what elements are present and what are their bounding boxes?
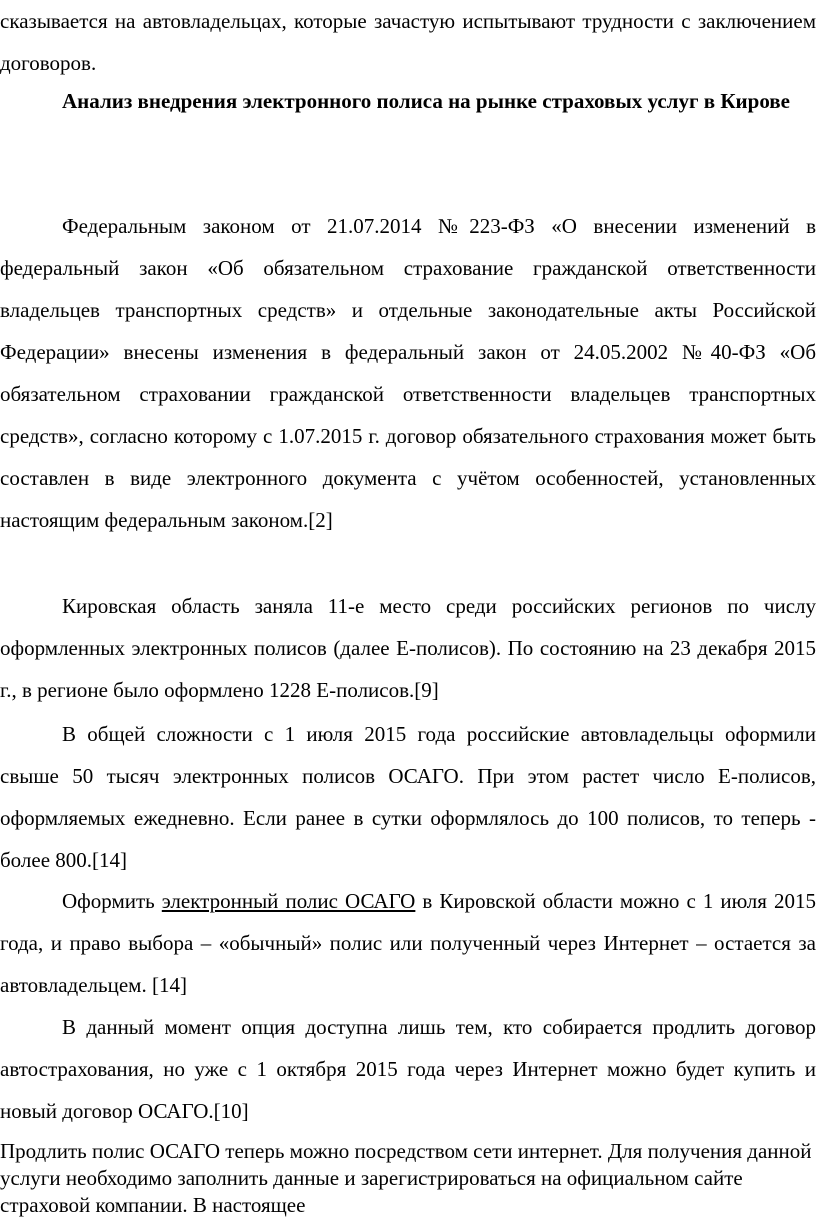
section-heading: Анализ внедрения электронного полиса на рынке страховых услуг в Кирове [62,89,790,113]
paragraph-option-available: В данный момент опция доступна лишь тем, кто собирается продлить договор автострахования, но уже с 1 октября 2015 года через Интернет можно будет купить и новый договор ОСАГО.[10] [0,1015,816,1123]
paragraph-issue-policy-end: в Кировской области можно с 1 июля 2015 года, и право выбора – «обычный» полис или полученный через Интернет – остается за автовладельцем. [14] [0,889,816,997]
e-policy-link[interactable]: электронный полис ОСАГО [161,889,416,913]
paragraph-continuation: сказывается на автовладельцах, которые зачастую испытывают трудности с заключением договоров. [0,9,816,75]
paragraph-renew-policy: Продлить полис ОСАГО теперь можно посредством сети интернет. Для получения данной услуги необходимо заполнить данные и зарегистрироваться на официальном сайте страховой компании. В настоящее [0,1139,812,1217]
paragraph-federal-law: Федеральным законом от 21.07.2014 №223-ФЗ «О внесении изменений в федеральный закон «Об обязательном страхование гражданской ответственности владельцев транспортных средств» и отдельные законодательные акты Российской Федерации» внесены изменения в федеральный закон от 24.05.2002 №40-ФЗ «Об обязательном страховании гражданской ответственности владельцев транспортных средств», согласно которому с 1.07.2015 г. договор обязательного страхования может быть составлен в виде электронного документа с учётом особенностей, установленных настоящим федеральным законом.[2] [0,214,816,532]
paragraph-issue-policy-start: Оформить [62,889,162,913]
paragraph-kirov-region: Кировская область заняла 11-е место среди российских регионов по числу оформленных электронных полисов (далее Е-полисов). По состоянию на 23 декабря 2015 г., в регионе было оформлено 1228 Е-полисов.[9] [0,594,816,702]
paragraph-issue-policy [0,880,816,1006]
paragraph-total-policies: В общей сложности с 1 июля 2015 года российские автовладельцы оформили свыше 50 тысяч электронных полисов ОСАГО. При этом растет число Е-полисов, оформляемых ежедневно. Если ранее в сутки оформлялось до 100 полисов, то теперь - более 800.[14] [0,722,816,872]
